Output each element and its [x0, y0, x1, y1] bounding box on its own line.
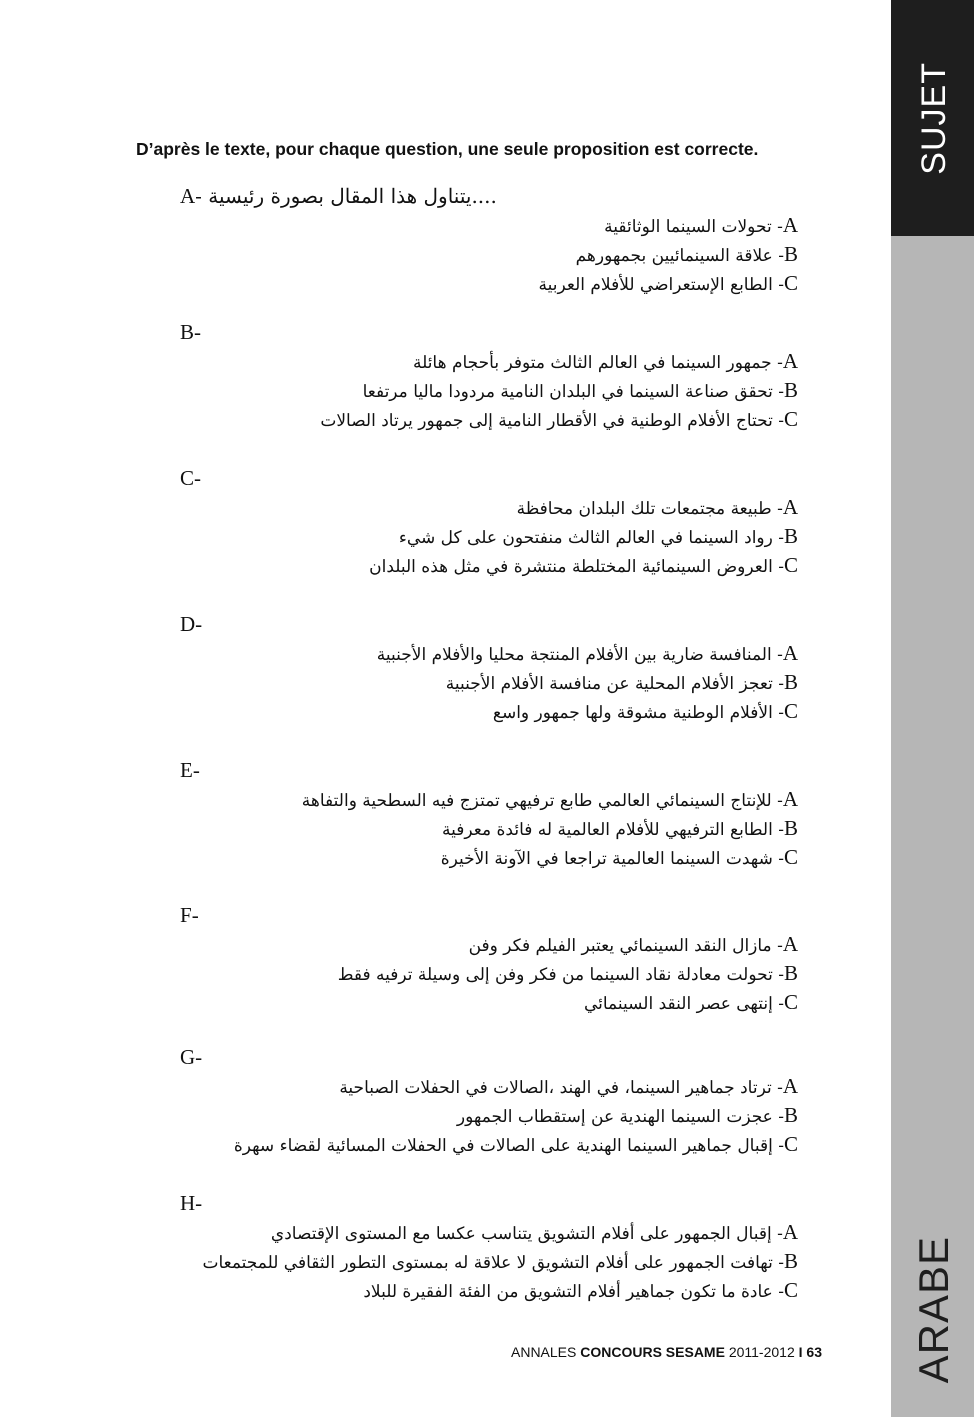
option-d-c	[180, 697, 820, 726]
option-b-c	[180, 405, 820, 434]
option-f-b	[180, 959, 820, 988]
option-text: - الطابع الترفيهي للأفلام العالمية له فائدة معرفية	[442, 820, 784, 840]
option-e-a	[180, 785, 820, 814]
question-prompt: - يتناول هذا المقال بصورة رئيسية....	[195, 184, 497, 208]
option-d-b	[180, 668, 820, 697]
footer-separator: I	[798, 1344, 803, 1360]
option-g-b	[180, 1101, 820, 1130]
question-e	[180, 756, 820, 872]
option-h-a	[180, 1218, 820, 1247]
question-dash: -	[195, 612, 203, 636]
option-letter: A	[782, 932, 798, 956]
sidebar-sujet-label: SUJET	[915, 62, 953, 175]
question-header	[180, 901, 820, 930]
option-c-a	[180, 493, 820, 522]
option-text: - عادة ما تكون جماهير أفلام التشويق من الفئة الفقيرة للبلاد	[363, 1282, 784, 1302]
option-text: - تحقق صناعة السينما في البلدان النامية مردودا ماليا مرتفعا	[362, 382, 784, 402]
question-dash: -	[191, 903, 199, 927]
option-letter: A	[782, 349, 798, 373]
option-letter: B	[783, 961, 798, 985]
option-text: - العروض السينمائية المختلطة منتشرة في مثل هذه البلدان	[369, 557, 784, 577]
question-header	[180, 1189, 820, 1218]
question-dash: -	[192, 758, 200, 782]
option-h-b	[180, 1247, 820, 1276]
option-a-c	[180, 269, 820, 298]
question-header	[180, 1043, 820, 1072]
option-letter: C	[783, 553, 798, 577]
option-a-a	[180, 211, 820, 240]
option-text: - ترتاد جماهير السينما، في الهند ،الصالات في الحفلات الصباحية	[339, 1078, 783, 1098]
option-text: - شهدت السينما العالمية تراجعا في الآونة الأخيرة	[440, 849, 784, 869]
option-text: - للإنتاج السينمائي العالمي طابع ترفيهي تمتزج فيه السطحية والتفاهة	[301, 791, 783, 811]
footer-page-number: 63	[806, 1344, 822, 1360]
option-letter: A	[782, 1220, 798, 1244]
option-letter: C	[783, 271, 798, 295]
option-letter: A	[782, 641, 798, 665]
option-g-c	[180, 1130, 820, 1159]
option-text: - جمهور السينما في العالم الثالث متوفر بأحجام هائلة	[412, 353, 783, 373]
option-h-c	[180, 1276, 820, 1305]
question-f	[180, 901, 820, 1017]
question-header	[180, 318, 820, 347]
option-letter: B	[783, 242, 798, 266]
option-text: - تحولات السينما الوثائقية	[604, 217, 783, 237]
question-dash: -	[194, 320, 202, 344]
question-letter: D	[180, 612, 196, 636]
question-dash: -	[195, 1191, 203, 1215]
option-text: - رواد السينما في العالم الثالث منفتحون على كل شيء	[398, 528, 784, 548]
question-dash: -	[195, 1045, 203, 1069]
question-letter: H	[180, 1191, 196, 1215]
option-f-a	[180, 930, 820, 959]
option-text: - تهافت الجمهور على أفلام التشويق لا علاقة له بمستوى التطور الثقافي للمجتمعات	[202, 1253, 784, 1273]
question-letter: F	[180, 903, 192, 927]
option-letter: C	[783, 845, 798, 869]
option-text: - علاقة السينمائيين بجمهورهم	[575, 246, 784, 266]
footer-years: 2011-2012	[728, 1344, 795, 1360]
option-letter: B	[783, 524, 798, 548]
question-g	[180, 1043, 820, 1159]
option-letter: C	[783, 699, 798, 723]
option-text: - عجزت السينما الهندية عن إستقطاب الجمهور	[456, 1107, 784, 1127]
option-letter: A	[782, 213, 798, 237]
option-letter: C	[783, 1278, 798, 1302]
question-letter: B	[180, 320, 195, 344]
option-letter: B	[783, 670, 798, 694]
option-text: - تعجز الأفلام المحلية عن منافسة الأفلام الأجنبية	[445, 674, 784, 694]
question-a	[180, 182, 820, 298]
option-text: - المنافسة ضارية بين الأفلام المنتجة محليا والأفلام الأجنبية	[376, 645, 783, 665]
option-text: - مازال النقد السينمائي يعتبر الفيلم فكر وفن	[468, 936, 783, 956]
question-dash: -	[194, 466, 202, 490]
option-text: - تحولت معادلة نقاد السينما من فكر وفن إلى وسيلة ترفيه فقط	[337, 965, 784, 985]
option-f-c	[180, 988, 820, 1017]
option-text: - إقبال الجمهور على أفلام التشويق يتناسب عكسا مع المستوى الإقتصادي	[270, 1224, 783, 1244]
option-e-c	[180, 843, 820, 872]
sidebar-arabe-label: ARABE	[910, 1236, 957, 1384]
question-letter: E	[180, 758, 193, 782]
question-header	[180, 610, 820, 639]
option-c-c	[180, 551, 820, 580]
question-header	[180, 464, 820, 493]
question-letter: A	[180, 184, 196, 208]
option-letter: C	[783, 407, 798, 431]
option-letter: B	[783, 1249, 798, 1273]
option-letter: A	[782, 1074, 798, 1098]
instruction-text: D’après le texte, pour chaque question, une seule proposition est correcte.	[136, 139, 759, 159]
question-letter: G	[180, 1045, 196, 1069]
option-letter: B	[783, 1103, 798, 1127]
question-b	[180, 318, 820, 434]
question-c	[180, 464, 820, 580]
question-letter: C	[180, 466, 195, 490]
option-text: - الطابع الإستعراضي للأفلام العربية	[538, 275, 784, 295]
option-letter: B	[783, 378, 798, 402]
option-e-b	[180, 814, 820, 843]
question-d	[180, 610, 820, 726]
option-text: - الأفلام الوطنية مشوقة ولها جمهور واسع	[492, 703, 784, 723]
option-d-a	[180, 639, 820, 668]
option-text: - تحتاج الأفلام الوطنية في الأقطار النامية إلى جمهور يرتاد الصالات	[320, 411, 784, 431]
option-text: - إقبال جماهير السينما الهندية على الصالات في الحفلات المسائية لقضاء سهرة	[233, 1136, 784, 1156]
option-b-a	[180, 347, 820, 376]
option-letter: C	[783, 1132, 798, 1156]
option-c-b	[180, 522, 820, 551]
question-header	[180, 182, 820, 211]
option-text: - إنتهى عصر النقد السينمائي	[583, 994, 784, 1014]
question-header	[180, 756, 820, 785]
option-text: - طبيعة مجتمعات تلك البلدان محافظة	[516, 499, 783, 519]
option-g-a	[180, 1072, 820, 1101]
option-letter: A	[782, 495, 798, 519]
option-letter: A	[782, 787, 798, 811]
footer-annales: ANNALES	[511, 1344, 577, 1360]
footer-concours: CONCOURS SESAME	[580, 1344, 725, 1360]
page-footer	[511, 1344, 822, 1360]
option-b-b	[180, 376, 820, 405]
question-h	[180, 1189, 820, 1305]
option-letter: C	[783, 990, 798, 1014]
option-letter: B	[783, 816, 798, 840]
option-a-b	[180, 240, 820, 269]
